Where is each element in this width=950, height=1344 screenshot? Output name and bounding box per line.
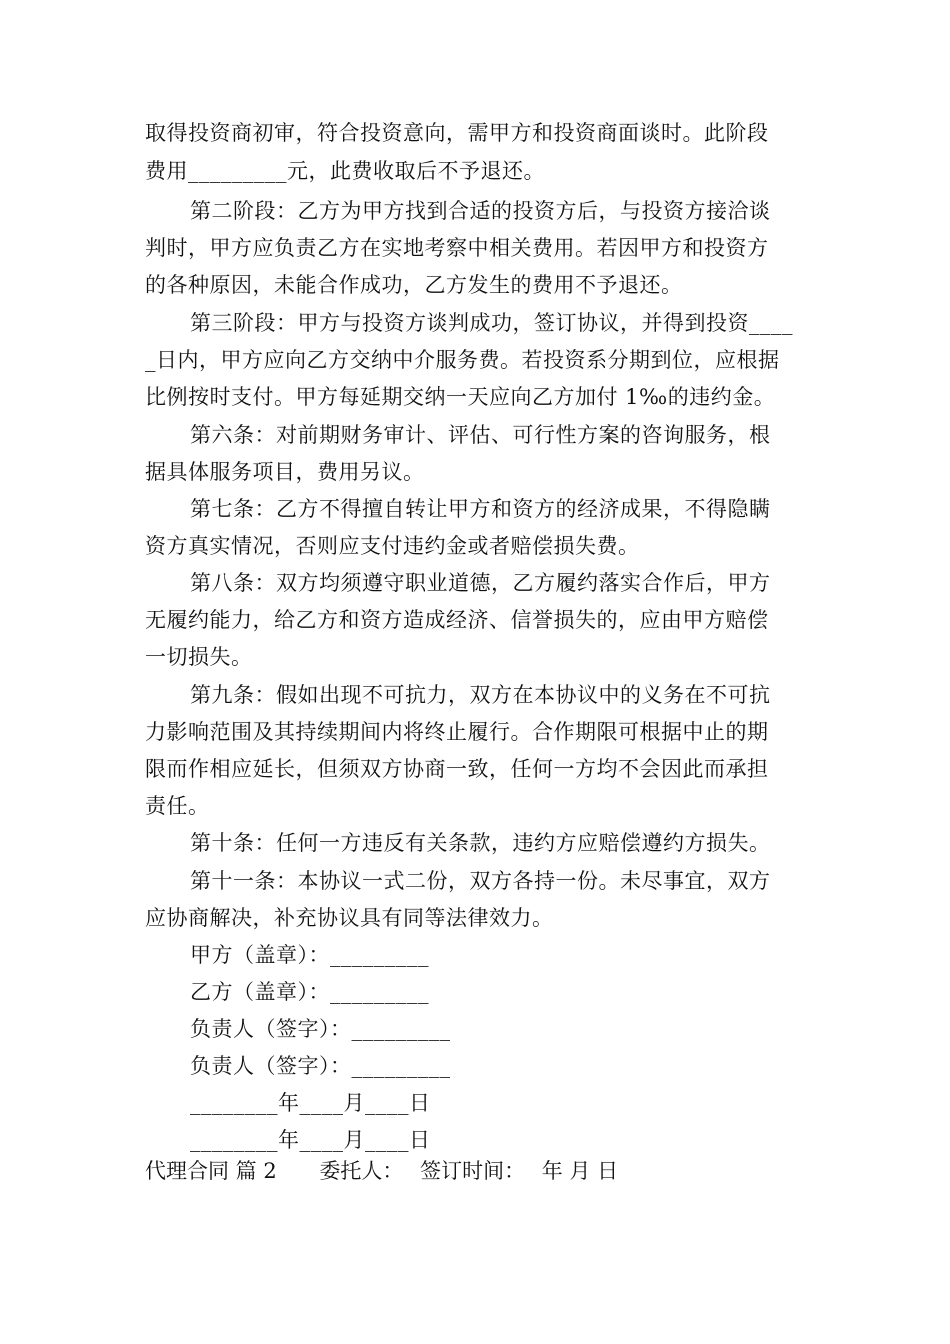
clause-eleven: 第十一条：本协议一式二份，双方各持一份。未尽事宜，双方	[190, 869, 771, 893]
signing-time-label: 签订时间：	[420, 1159, 526, 1183]
text-line: 责任。	[145, 794, 210, 818]
clause-ten: 第十条：任何一方违反有关条款，违约方应赔偿遵约方损失。	[190, 831, 771, 855]
clause-nine: 第九条：假如出现不可抗力，双方在本协议中的义务在不可抗	[190, 683, 771, 707]
client-label: 委托人：	[319, 1159, 404, 1183]
paragraph-stage-three: 第三阶段：甲方与投资方谈判成功，签订协议，并得到投资____	[190, 311, 793, 335]
party-b-seal-line: 乙方（盖章）：_________	[190, 980, 429, 1004]
text-line: 据具体服务项目，费用另议。	[145, 460, 425, 484]
text-line: 的各种原因，未能合作成功，乙方发生的费用不予退还。	[145, 273, 683, 297]
party-a-seal-line: 甲方（盖章）：_________	[190, 943, 429, 967]
text-line: 限而作相应延长，但须双方协商一致，任何一方均不会因此而承担	[145, 757, 769, 781]
responsible-signature-line: 负责人（签字）：_________	[190, 1017, 451, 1041]
text-line: 力影响范围及其持续期间内将终止履行。合作期限可根据中止的期	[145, 720, 769, 744]
date-line: ________年____月____日	[190, 1091, 431, 1115]
text-line: _日内，甲方应向乙方交纳中介服务费。若投资系分期到位，应根据	[145, 348, 780, 372]
responsible-signature-line: 负责人（签字）：_________	[190, 1054, 451, 1078]
text-line: 一切损失。	[145, 645, 253, 669]
signing-date: 年 月 日	[541, 1159, 619, 1183]
clause-six: 第六条：对前期财务审计、评估、可行性方案的咨询服务，根	[190, 423, 771, 447]
text-line: 应协商解决，补充协议具有同等法律效力。	[145, 906, 554, 930]
clause-seven: 第七条：乙方不得擅自转让甲方和资方的经济成果，不得隐瞒	[190, 497, 771, 521]
text-line: 费用_________元，此费收取后不予退还。	[145, 159, 545, 183]
clause-eight: 第八条：双方均须遵守职业道德，乙方履约落实合作后，甲方	[190, 571, 771, 595]
text-line: 无履约能力，给乙方和资方造成经济、信誉损失的，应由甲方赔偿	[145, 608, 769, 632]
text-line: 判时，甲方应负责乙方在实地考察中相关费用。若因甲方和投资方	[145, 236, 769, 260]
date-line: ________年____月____日	[190, 1128, 431, 1152]
contract-title: 代理合同 篇 2	[145, 1159, 277, 1183]
text-line: 资方真实情况，否则应支付违约金或者赔偿损失费。	[145, 534, 640, 558]
text-line: 比例按时支付。甲方每延期交纳一天应向乙方加付 1‰的违约金。	[145, 385, 776, 409]
next-contract-header	[145, 1158, 628, 1185]
paragraph-stage-two: 第二阶段：乙方为甲方找到合适的投资方后，与投资方接洽谈	[190, 199, 771, 223]
text-line: 取得投资商初审，符合投资意向，需甲方和投资商面谈时。此阶段	[145, 121, 769, 145]
